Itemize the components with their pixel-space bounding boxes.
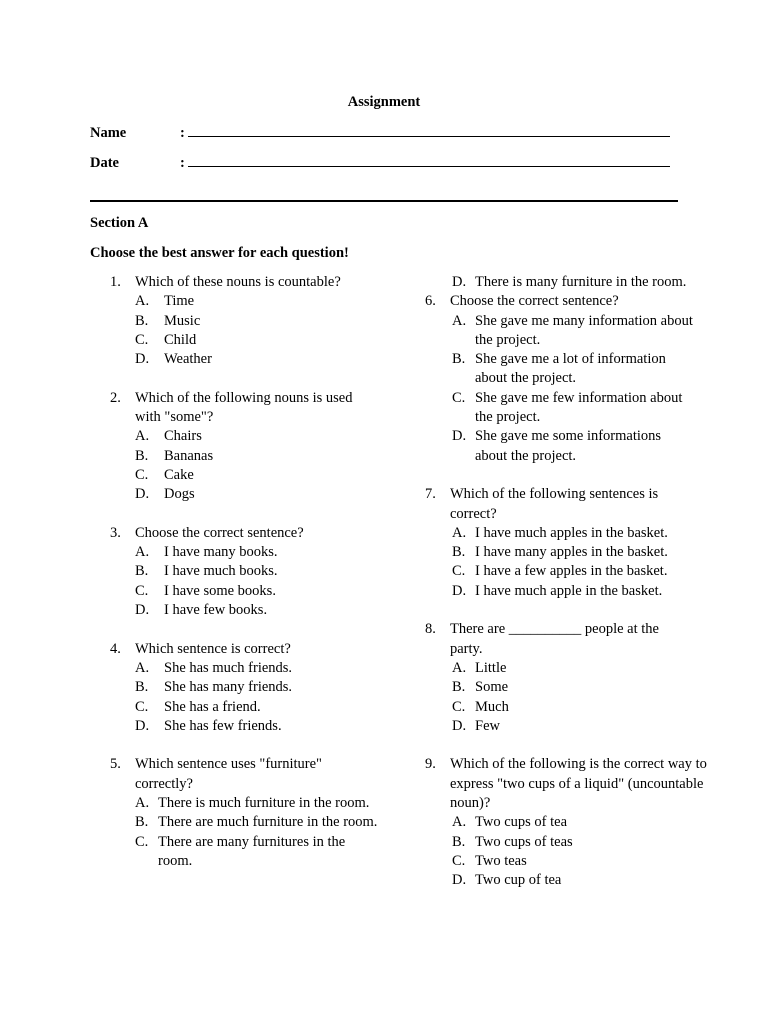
question-8 bbox=[425, 620, 695, 736]
question-4 bbox=[110, 640, 380, 736]
option-b: B. Bananas bbox=[135, 447, 214, 464]
option-b: B. I have many apples in the basket. bbox=[452, 544, 668, 561]
option-a: A. There is much furniture in the room. bbox=[135, 795, 370, 812]
option-c: C. I have a few apples in the basket. bbox=[452, 563, 668, 580]
question-text: Which sentence is correct? bbox=[135, 640, 291, 657]
question-6 bbox=[425, 292, 695, 466]
question-number: 2. bbox=[110, 389, 121, 406]
option-c: C. Much bbox=[452, 698, 509, 715]
option-b: B. Some bbox=[452, 679, 509, 696]
name-colon: : bbox=[180, 125, 185, 141]
option-c: C. There are many furnitures in the room. bbox=[135, 833, 346, 869]
name-blank-line bbox=[188, 122, 670, 137]
option-d: D. Few bbox=[452, 717, 500, 734]
date-blank-line bbox=[188, 152, 670, 167]
question-1 bbox=[110, 273, 380, 369]
option-d: D. She has few friends. bbox=[135, 717, 282, 734]
question-number: 9. bbox=[425, 756, 436, 773]
option-b: B. She gave me a lot of information about the project. bbox=[452, 351, 666, 387]
section-heading: Section A bbox=[90, 215, 149, 231]
question-number: 8. bbox=[425, 621, 436, 638]
option-d: D. She gave me some informations about the project. bbox=[452, 428, 662, 464]
question-text: Which of the following is the correct way to express "two cups of a liquid" (uncountable noun)? bbox=[450, 756, 707, 812]
page-title: Assignment bbox=[347, 94, 421, 110]
option-a: A. Two cups of tea bbox=[452, 814, 567, 831]
question-text: Which of the following sentences is correct? bbox=[450, 486, 659, 522]
option-b: B. I have much books. bbox=[135, 563, 278, 580]
option-a: A. I have many books. bbox=[135, 544, 278, 561]
date-colon: : bbox=[180, 155, 185, 171]
left-column bbox=[110, 273, 380, 871]
header-divider bbox=[90, 200, 678, 202]
option-b: B. She has many friends. bbox=[135, 679, 293, 696]
question-9 bbox=[425, 755, 707, 890]
option-d: D. I have few books. bbox=[135, 602, 268, 619]
question-text: Choose the correct sentence? bbox=[450, 293, 619, 310]
question-text: Choose the correct sentence? bbox=[135, 524, 304, 541]
question-text: Which sentence uses "furniture" correctly? bbox=[135, 756, 322, 792]
option-a: A. Little bbox=[452, 659, 507, 676]
option-c: C. Cake bbox=[135, 466, 194, 483]
option-b: B. Music bbox=[135, 312, 201, 329]
option-c: C. She has a friend. bbox=[135, 698, 261, 715]
option-d: D. Two cup of tea bbox=[452, 872, 562, 889]
option-a: A. She gave me many information about the project. bbox=[452, 312, 693, 348]
option-c: C. She gave me few information about the project. bbox=[452, 389, 683, 426]
option-d: D. I have much apple in the basket. bbox=[452, 582, 663, 599]
option-c: C. Two teas bbox=[452, 852, 527, 869]
question-5-continued bbox=[425, 273, 695, 292]
question-2 bbox=[110, 389, 380, 505]
name-field bbox=[90, 122, 670, 143]
option-a: A. I have much apples in the basket. bbox=[452, 524, 668, 541]
question-7 bbox=[425, 485, 695, 601]
question-number: 5. bbox=[110, 756, 121, 773]
option-a: A. Chairs bbox=[135, 428, 202, 445]
option-c: C. Child bbox=[135, 331, 197, 348]
name-label: Name bbox=[90, 125, 127, 141]
question-number: 3. bbox=[110, 524, 121, 541]
right-column bbox=[425, 273, 707, 891]
question-number: 7. bbox=[425, 486, 436, 503]
instruction-text: Choose the best answer for each question! bbox=[90, 245, 349, 261]
option-b: B. There are much furniture in the room. bbox=[135, 814, 378, 831]
question-5 bbox=[110, 755, 380, 871]
question-text: Which of the following nouns is used with "some"? bbox=[135, 389, 353, 426]
question-number: 6. bbox=[425, 293, 436, 310]
question-text: Which of these nouns is countable? bbox=[135, 274, 341, 290]
option-a: A. Time bbox=[135, 293, 195, 310]
date-label: Date bbox=[90, 155, 119, 171]
option-d: D. Weather bbox=[135, 351, 212, 368]
option-d: D. There is many furniture in the room. bbox=[452, 274, 687, 290]
question-number: 1. bbox=[110, 274, 121, 290]
option-a: A. She has much friends. bbox=[135, 659, 293, 676]
question-number: 4. bbox=[110, 640, 121, 657]
question-3 bbox=[110, 524, 380, 620]
option-c: C. I have some books. bbox=[135, 582, 276, 599]
date-field bbox=[90, 152, 670, 173]
option-d: D. Dogs bbox=[135, 486, 195, 503]
question-text: There are __________ people at the party. bbox=[450, 621, 659, 657]
option-b: B. Two cups of teas bbox=[452, 833, 573, 850]
